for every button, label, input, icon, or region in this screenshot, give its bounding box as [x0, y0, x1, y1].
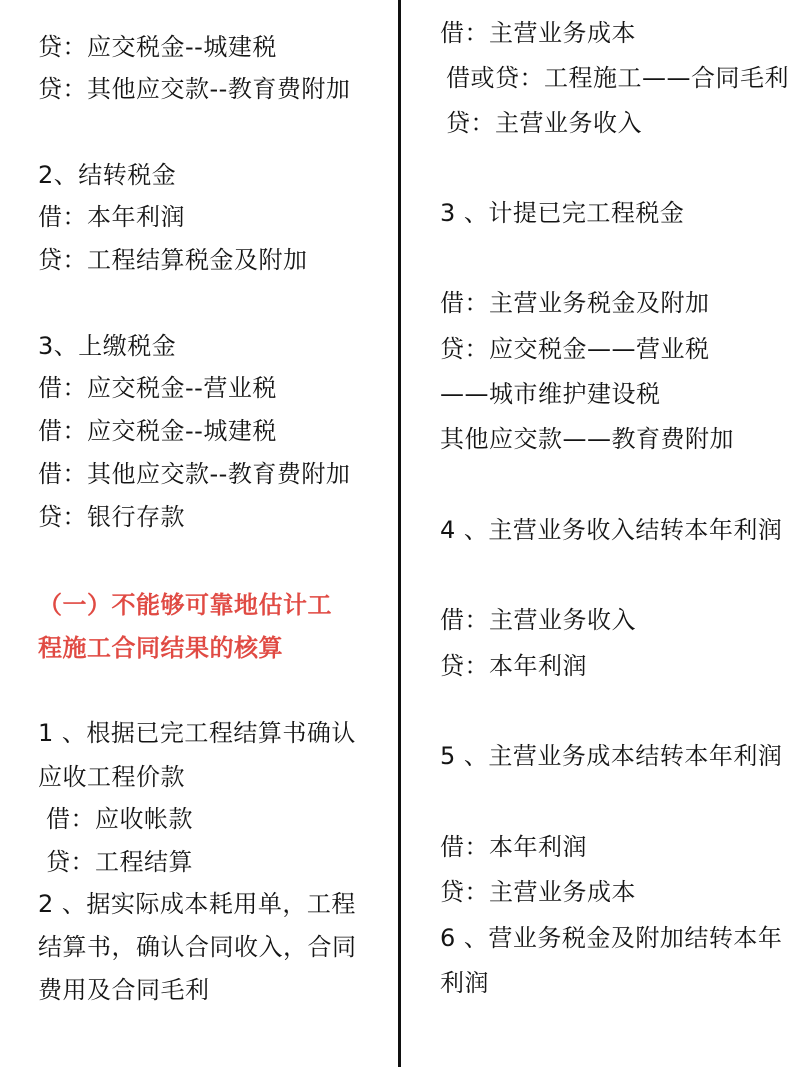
left-line-18: 结算书，确认合同收入，合同: [38, 933, 357, 961]
left-line-3: 2、结转税金: [38, 161, 177, 189]
left-line-9: 借：其他应交款--教育费附加: [38, 460, 351, 488]
left-line-16: 贷：工程结算: [46, 848, 193, 876]
right-line-13: 借：本年利润: [440, 833, 587, 861]
left-line-19: 费用及合同毛利: [38, 976, 210, 1004]
right-line-8: 其他应交款——教育费附加: [440, 425, 734, 453]
right-line-3: 贷：主营业务收入: [446, 109, 642, 137]
right-line-14: 贷：主营业务成本: [440, 878, 636, 906]
left-line-8: 借：应交税金--城建税: [38, 417, 277, 445]
column-divider: [398, 0, 401, 1067]
left-line-5: 贷：工程结算税金及附加: [38, 246, 308, 274]
right-line-10: 借：主营业务收入: [440, 606, 636, 634]
right-line-9: 4 、主营业务收入结转本年利润: [440, 516, 783, 544]
right-line-4: 3 、计提已完工程税金: [440, 199, 685, 227]
left-line-14: 应收工程价款: [38, 763, 185, 791]
left-line-6: 3、上缴税金: [38, 332, 177, 360]
left-line-15: 借：应收帐款: [46, 805, 193, 833]
left-line-2: 贷：其他应交款--教育费附加: [38, 75, 351, 103]
right-line-12: 5 、主营业务成本结转本年利润: [440, 742, 783, 770]
right-line-5: 借：主营业务税金及附加: [440, 289, 710, 317]
right-line-11: 贷：本年利润: [440, 652, 587, 680]
right-line-15: 6 、营业务税金及附加结转本年: [440, 924, 783, 952]
right-line-7: ——城市维护建设税: [440, 380, 661, 408]
section-heading-line-1: （一）不能够可靠地估计工: [38, 591, 332, 619]
left-line-4: 借：本年利润: [38, 203, 185, 231]
left-line-1: 贷：应交税金--城建税: [38, 33, 277, 61]
section-heading-line-2: 程施工合同结果的核算: [38, 634, 283, 662]
left-line-7: 借：应交税金--营业税: [38, 374, 277, 402]
right-line-16: 利润: [440, 969, 489, 997]
left-line-17: 2 、据实际成本耗用单，工程: [38, 890, 356, 918]
left-line-10: 贷：银行存款: [38, 503, 185, 531]
left-line-13: 1 、根据已完工程结算书确认: [38, 719, 356, 747]
right-line-2: 借或贷：工程施工——合同毛利: [446, 64, 789, 92]
right-line-1: 借：主营业务成本: [440, 19, 636, 47]
right-line-6: 贷：应交税金——营业税: [440, 335, 710, 363]
